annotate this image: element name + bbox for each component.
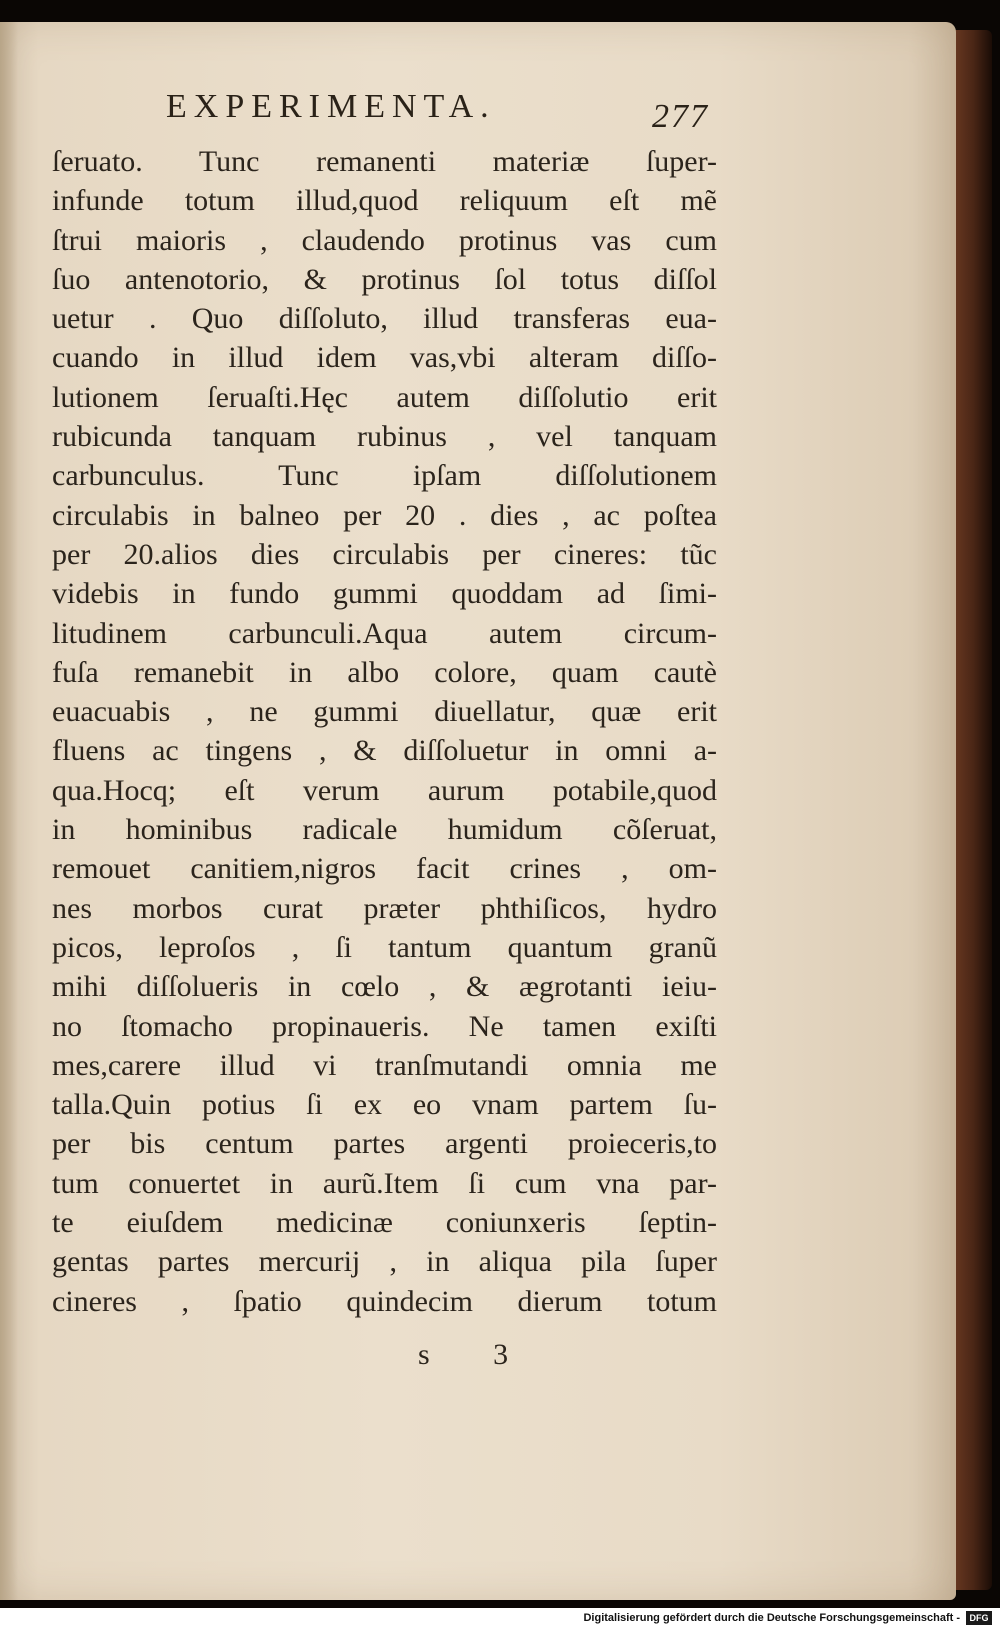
- text-line: fuſa remanebit in albo colore, quam cautè: [52, 655, 717, 689]
- text-line: per bis centum partes argenti proieceris,to: [52, 1127, 717, 1161]
- dfg-logo-icon: DFG: [966, 1611, 992, 1625]
- text-line: mes,carere illud vi tranſmutandi omnia me: [52, 1048, 717, 1082]
- text-line: talla.Quin potius ſi ex eo vnam partem ſu-: [52, 1088, 717, 1122]
- text-line: per 20.alios dies circulabis per cineres: tũc: [52, 537, 717, 571]
- text-line: qua.Hocq; eſt verum aurum potabile,quod: [52, 773, 717, 807]
- text-line: nes morbos curat præter phthiſicos, hydro: [52, 891, 717, 925]
- text-line: circulabis in balneo per 20 . dies , ac poſtea: [52, 498, 717, 532]
- text-line: uetur . Quo diſſoluto, illud transferas eua-: [52, 302, 717, 336]
- body-text: [52, 142, 717, 1321]
- text-line: carbunculus. Tunc ipſam diſſolutionem: [52, 459, 717, 493]
- text-line: ſuo antenotorio, & protinus ſol totus diſſol: [52, 262, 717, 296]
- text-line: videbis in fundo gummi quoddam ad ſimi-: [52, 577, 717, 611]
- text-line: tum conuertet in aurũ.Item ſi cum vna par-: [52, 1166, 717, 1200]
- page-number: 277: [652, 98, 709, 135]
- text-line: fluens ac tingens , & diſſoluetur in omni a-: [52, 734, 717, 768]
- text-line: ſeruato. Tunc remanenti materiæ ſuper-: [52, 145, 717, 178]
- text-line: euacuabis , ne gummi diuellatur, quæ erit: [52, 695, 717, 729]
- text-line: mihi diſſolueris in cœlo , & ægrotanti ieiu-: [52, 970, 717, 1004]
- text-line: te eiuſdem medicinæ coniunxeris ſeptin-: [52, 1206, 717, 1240]
- text-line: gentas partes mercurij , in aliqua pila ſuper: [52, 1245, 717, 1279]
- digitization-credit: Digitalisierung gefördert durch die Deutsche Forschungsgemeinschaft -: [583, 1612, 960, 1624]
- text-line: in hominibus radicale humidum cõſeruat,: [52, 813, 717, 847]
- text-line: cineres , ſpatio quindecim dierum totum: [52, 1284, 717, 1318]
- text-line: rubicunda tanquam rubinus , vel tanquam: [52, 420, 717, 454]
- text-line: litudinem carbunculi.Aqua autem circum-: [52, 616, 717, 650]
- text-line: lutionem ſeruaſti.Hęc autem diſſolutio erit: [52, 380, 717, 414]
- text-line: remouet canitiem,nigros facit crines , om-: [52, 852, 717, 886]
- signature-mark: s 3: [418, 1338, 537, 1371]
- text-line: infunde totum illud,quod reliquum eſt mẽ: [52, 184, 717, 218]
- text-line: picos, leproſos , ſi tantum quantum granũ: [52, 930, 717, 964]
- text-line: ſtrui maioris , claudendo protinus vas cum: [52, 223, 717, 257]
- running-head: EXPERIMENTA.: [166, 88, 496, 125]
- text-line: no ſtomacho propinaueris. Ne tamen exiſti: [52, 1009, 717, 1043]
- text-line: cuando in illud idem vas,vbi alteram diſſo-: [52, 341, 717, 375]
